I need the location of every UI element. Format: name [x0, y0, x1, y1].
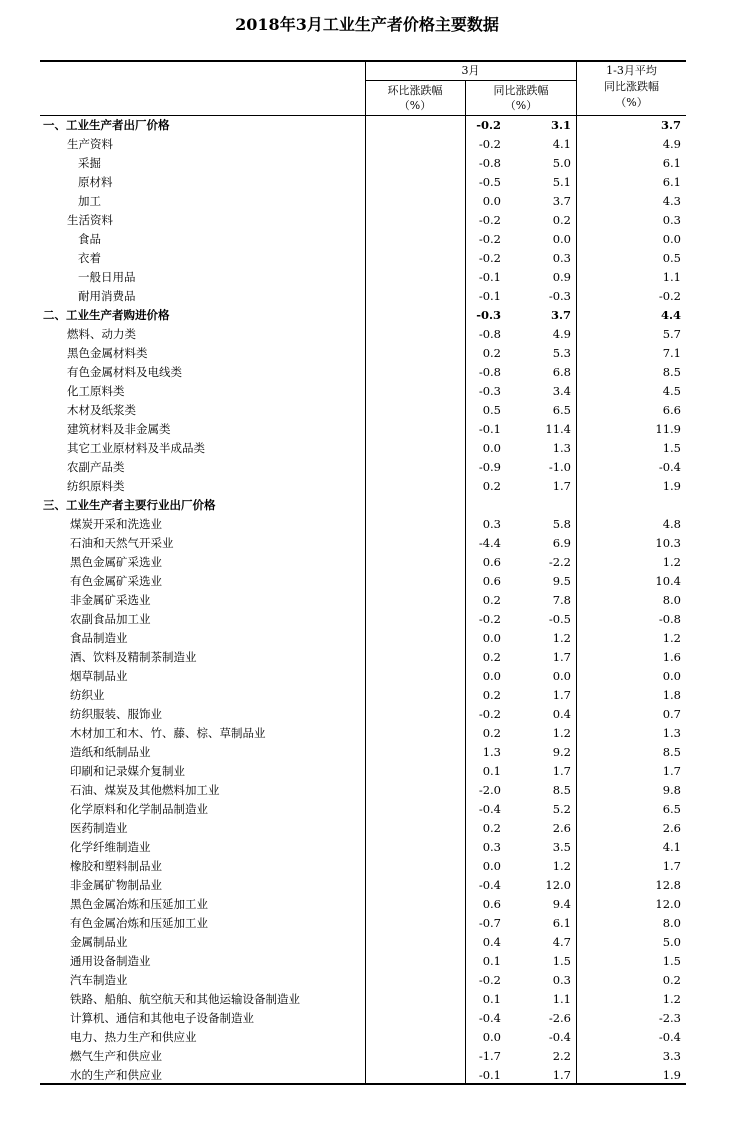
cell-mom: -0.1: [478, 270, 501, 284]
row-label: 农副产品类: [67, 460, 125, 474]
cell-avg: 0.7: [662, 707, 681, 721]
cell-yoy: 5.1: [552, 175, 571, 189]
row-label: 纺织业: [70, 688, 105, 702]
cell-yoy: 8.5: [552, 783, 571, 797]
table-row: [40, 306, 686, 325]
table-row: [40, 211, 686, 230]
cell-mom: 0.0: [482, 669, 501, 683]
table-row: [40, 135, 686, 154]
cell-avg: 0.2: [662, 973, 681, 987]
header-group-march: 3月: [461, 64, 480, 77]
row-label: 农副食品加工业: [70, 612, 151, 626]
table-row: [40, 762, 686, 781]
cell-yoy: 3.7: [550, 308, 571, 322]
cell-avg: 12.8: [655, 878, 681, 892]
cell-mom: -0.2: [478, 612, 501, 626]
cell-yoy: 5.3: [552, 346, 571, 360]
cell-avg: 1.2: [662, 555, 681, 569]
cell-mom: -0.3: [476, 308, 501, 322]
cell-yoy: 0.3: [552, 973, 571, 987]
row-label: 金属制品业: [70, 935, 128, 949]
cell-avg: 10.4: [655, 574, 681, 588]
table-row: [40, 230, 686, 249]
cell-avg: 1.9: [662, 479, 681, 493]
table-row: [40, 933, 686, 952]
cell-mom: 0.2: [482, 726, 501, 740]
cell-avg: 11.9: [655, 422, 681, 436]
cell-mom: 0.6: [482, 555, 501, 569]
cell-yoy: -1.0: [548, 460, 571, 474]
cell-yoy: 1.2: [552, 726, 571, 740]
cell-mom: -0.4: [478, 1011, 501, 1025]
cell-avg: 1.7: [662, 764, 681, 778]
cell-avg: 9.8: [662, 783, 681, 797]
row-label: 加工: [78, 194, 101, 208]
cell-mom: -0.5: [478, 175, 501, 189]
table-row: [40, 876, 686, 895]
cell-yoy: 5.2: [552, 802, 571, 816]
row-label: 石油、煤炭及其他燃料加工业: [70, 783, 220, 797]
cell-avg: -0.4: [658, 460, 681, 474]
row-label: 造纸和纸制品业: [70, 745, 151, 759]
cell-mom: 0.1: [482, 992, 501, 1006]
cell-avg: 12.0: [655, 897, 681, 911]
cell-avg: 1.9: [662, 1068, 681, 1082]
table-row: [40, 610, 686, 629]
header-col-mom: 环比涨跌幅: [387, 84, 443, 97]
cell-avg: 6.1: [662, 175, 681, 189]
row-label: 原材料: [78, 175, 113, 189]
cell-mom: -0.8: [478, 365, 501, 379]
table-row: [40, 515, 686, 534]
table-row: [40, 895, 686, 914]
row-label: 汽车制造业: [70, 973, 128, 987]
cell-avg: 4.4: [660, 308, 681, 322]
cell-mom: -0.1: [478, 289, 501, 303]
cell-yoy: 6.9: [552, 536, 571, 550]
cell-avg: 1.6: [662, 650, 681, 664]
cell-avg: 0.3: [662, 213, 681, 227]
table-row: [40, 154, 686, 173]
row-label: 通用设备制造业: [70, 954, 151, 968]
cell-avg: 4.1: [662, 840, 681, 854]
row-label: 医药制造业: [70, 821, 128, 835]
cell-mom: -1.7: [478, 1049, 501, 1063]
cell-yoy: 4.1: [552, 137, 571, 151]
cell-yoy: -0.3: [548, 289, 571, 303]
cell-yoy: -2.6: [548, 1011, 571, 1025]
cell-mom: 0.0: [482, 194, 501, 208]
header-col-avg-unit: （%）: [615, 96, 648, 109]
table-top-rule: [40, 60, 686, 62]
cell-yoy: 1.7: [552, 1068, 571, 1082]
cell-yoy: 3.1: [550, 118, 571, 132]
table-row: [40, 667, 686, 686]
cell-avg: 6.1: [662, 156, 681, 170]
cell-avg: 7.1: [662, 346, 681, 360]
cell-yoy: 1.1: [552, 992, 571, 1006]
cell-mom: 0.0: [482, 859, 501, 873]
row-label: 化学原料和化学制品制造业: [70, 802, 208, 816]
cell-mom: 0.3: [482, 840, 501, 854]
cell-avg: -0.8: [658, 612, 681, 626]
cell-mom: -0.1: [478, 1068, 501, 1082]
header-col-mom-unit: （%）: [398, 99, 432, 112]
table-row: [40, 268, 686, 287]
cell-mom: -4.4: [478, 536, 501, 550]
cell-avg: 1.2: [662, 992, 681, 1006]
table-row: [40, 572, 686, 591]
cell-yoy: 3.4: [552, 384, 571, 398]
cell-avg: 5.7: [662, 327, 681, 341]
row-label: 煤炭开采和洗选业: [70, 517, 162, 531]
row-label: 非金属矿采选业: [70, 593, 151, 607]
cell-mom: 1.3: [482, 745, 501, 759]
cell-mom: -0.2: [478, 707, 501, 721]
cell-yoy: 6.8: [552, 365, 571, 379]
cell-mom: -0.2: [478, 137, 501, 151]
row-label: 三、工业生产者主要行业出厂价格: [43, 498, 216, 512]
table-row: [40, 496, 686, 515]
cell-mom: -0.2: [476, 118, 501, 132]
cell-mom: 0.3: [482, 517, 501, 531]
cell-avg: 8.5: [662, 745, 681, 759]
row-label: 电力、热力生产和供应业: [70, 1030, 197, 1044]
row-label: 衣着: [78, 251, 101, 265]
cell-mom: 0.0: [482, 1030, 501, 1044]
cell-yoy: -0.5: [548, 612, 571, 626]
table-row: [40, 952, 686, 971]
cell-mom: -0.2: [478, 213, 501, 227]
cell-yoy: 6.1: [552, 916, 571, 930]
table-row: [40, 363, 686, 382]
header-col-avg-line2: 同比涨跌幅: [604, 80, 659, 93]
cell-yoy: 11.4: [545, 422, 571, 436]
table-row: [40, 458, 686, 477]
table-row: [40, 1066, 686, 1085]
cell-mom: 0.6: [482, 574, 501, 588]
cell-yoy: -0.4: [548, 1030, 571, 1044]
header-col-yoy-unit: （%）: [504, 99, 538, 112]
table-row: [40, 838, 686, 857]
cell-mom: 0.2: [482, 650, 501, 664]
table-row: [40, 401, 686, 420]
table-row: [40, 325, 686, 344]
table-row: [40, 382, 686, 401]
header-group-rule: [365, 80, 576, 81]
header-col-yoy: 同比涨跌幅: [493, 84, 549, 97]
cell-mom: -0.9: [478, 460, 501, 474]
cell-avg: 8.0: [662, 593, 681, 607]
table-row: [40, 249, 686, 268]
row-label: 采掘: [78, 156, 101, 170]
cell-avg: 0.0: [662, 232, 681, 246]
cell-avg: 1.1: [662, 270, 681, 284]
cell-mom: -0.8: [478, 156, 501, 170]
table-row: [40, 705, 686, 724]
cell-yoy: 6.5: [552, 403, 571, 417]
cell-yoy: -2.2: [548, 555, 571, 569]
cell-avg: 10.3: [655, 536, 681, 550]
cell-avg: 3.7: [660, 118, 681, 132]
table-row: [40, 344, 686, 363]
cell-yoy: 1.5: [552, 954, 571, 968]
cell-mom: 0.2: [482, 479, 501, 493]
cell-mom: 0.0: [482, 631, 501, 645]
cell-mom: 0.6: [482, 897, 501, 911]
row-label: 食品: [78, 232, 101, 246]
cell-avg: 4.3: [662, 194, 681, 208]
cell-yoy: 1.7: [552, 650, 571, 664]
table-row: [40, 591, 686, 610]
cell-avg: -0.2: [658, 289, 681, 303]
cell-avg: 0.5: [662, 251, 681, 265]
row-label: 橡胶和塑料制品业: [70, 859, 162, 873]
row-label: 黑色金属材料类: [67, 346, 148, 360]
row-label: 燃气生产和供应业: [70, 1049, 162, 1063]
cell-avg: 1.8: [662, 688, 681, 702]
cell-mom: -0.2: [478, 251, 501, 265]
cell-yoy: 0.4: [552, 707, 571, 721]
cell-yoy: 1.7: [552, 479, 571, 493]
table-row: [40, 648, 686, 667]
row-label: 计算机、通信和其他电子设备制造业: [70, 1011, 254, 1025]
cell-mom: -0.4: [478, 878, 501, 892]
table-row: [40, 420, 686, 439]
row-label: 黑色金属冶炼和压延加工业: [70, 897, 208, 911]
row-label: 一、工业生产者出厂价格: [43, 118, 170, 132]
cell-avg: 3.3: [662, 1049, 681, 1063]
cell-mom: -0.1: [478, 422, 501, 436]
cell-yoy: 0.9: [552, 270, 571, 284]
table-row: [40, 553, 686, 572]
cell-yoy: 0.0: [552, 669, 571, 683]
cell-avg: 4.5: [662, 384, 681, 398]
row-label: 燃料、动力类: [67, 327, 136, 341]
row-label: 有色金属矿采选业: [70, 574, 162, 588]
table-row: [40, 192, 686, 211]
cell-avg: 6.6: [662, 403, 681, 417]
cell-mom: -0.2: [478, 232, 501, 246]
table-row: [40, 990, 686, 1009]
cell-mom: -0.2: [478, 973, 501, 987]
cell-yoy: 3.7: [552, 194, 571, 208]
row-label: 生活资料: [67, 213, 113, 227]
cell-mom: -0.3: [478, 384, 501, 398]
page-title: 2018年3月工业生产者价格主要数据: [235, 15, 499, 34]
row-label: 木材及纸浆类: [67, 403, 136, 417]
table-row: [40, 857, 686, 876]
cell-mom: 0.1: [482, 954, 501, 968]
cell-avg: 4.9: [662, 137, 681, 151]
header-col-avg-line1: 1-3月平均: [606, 64, 657, 77]
cell-avg: 1.3: [662, 726, 681, 740]
row-label: 印刷和记录媒介复制业: [70, 764, 185, 778]
cell-avg: 1.7: [662, 859, 681, 873]
cell-mom: 0.1: [482, 764, 501, 778]
cell-avg: 2.6: [662, 821, 681, 835]
cell-mom: -0.8: [478, 327, 501, 341]
cell-mom: 0.0: [482, 441, 501, 455]
cell-mom: 0.4: [482, 935, 501, 949]
cell-yoy: 2.6: [552, 821, 571, 835]
table-body: [40, 116, 686, 1085]
cell-avg: -2.3: [658, 1011, 681, 1025]
row-label: 食品制造业: [70, 631, 128, 645]
cell-yoy: 0.2: [552, 213, 571, 227]
row-label: 一般日用品: [78, 270, 136, 284]
row-label: 纺织原料类: [67, 479, 125, 493]
table-row: [40, 1028, 686, 1047]
cell-avg: 8.0: [662, 916, 681, 930]
table-row: [40, 914, 686, 933]
row-label: 化工原料类: [67, 384, 125, 398]
table-row: [40, 477, 686, 496]
row-label: 二、工业生产者购进价格: [43, 308, 170, 322]
cell-yoy: 7.8: [552, 593, 571, 607]
row-label: 木材加工和木、竹、藤、棕、草制品业: [70, 726, 266, 740]
row-label: 建筑材料及非金属类: [67, 422, 171, 436]
row-label: 化学纤维制造业: [70, 840, 151, 854]
cell-mom: 0.2: [482, 346, 501, 360]
table-row: [40, 743, 686, 762]
row-label: 烟草制品业: [70, 669, 128, 683]
row-label: 有色金属冶炼和压延加工业: [70, 916, 208, 930]
row-label: 石油和天然气开采业: [70, 536, 174, 550]
table-row: [40, 781, 686, 800]
table-row: [40, 287, 686, 306]
cell-mom: -0.7: [478, 916, 501, 930]
row-label: 生产资料: [67, 137, 113, 151]
cell-mom: 0.2: [482, 821, 501, 835]
table-row: [40, 800, 686, 819]
cell-yoy: 5.8: [552, 517, 571, 531]
table-row: [40, 534, 686, 553]
cell-avg: 1.5: [662, 441, 681, 455]
cell-mom: 0.2: [482, 688, 501, 702]
row-label: 纺织服装、服饰业: [70, 707, 162, 721]
cell-yoy: 1.2: [552, 631, 571, 645]
cell-yoy: 4.7: [552, 935, 571, 949]
cell-yoy: 12.0: [545, 878, 571, 892]
cell-yoy: 9.2: [552, 745, 571, 759]
cell-yoy: 1.3: [552, 441, 571, 455]
table-row: [40, 1009, 686, 1028]
cell-avg: 1.5: [662, 954, 681, 968]
table-row: [40, 173, 686, 192]
cell-mom: -0.4: [478, 802, 501, 816]
cell-yoy: 5.0: [552, 156, 571, 170]
table-row: [40, 819, 686, 838]
cell-avg: 0.0: [662, 669, 681, 683]
table-row: [40, 724, 686, 743]
cell-yoy: 1.7: [552, 688, 571, 702]
cell-yoy: 2.2: [552, 1049, 571, 1063]
cell-yoy: 1.7: [552, 764, 571, 778]
table-row: [40, 629, 686, 648]
cell-mom: -2.0: [478, 783, 501, 797]
table-row: [40, 116, 686, 135]
row-label: 酒、饮料及精制茶制造业: [70, 650, 197, 664]
cell-yoy: 9.4: [552, 897, 571, 911]
table-row: [40, 439, 686, 458]
cell-avg: 6.5: [662, 802, 681, 816]
row-label: 黑色金属矿采选业: [70, 555, 162, 569]
cell-avg: 4.8: [662, 517, 681, 531]
table-row: [40, 1047, 686, 1066]
cell-yoy: 9.5: [552, 574, 571, 588]
cell-mom: 0.5: [482, 403, 501, 417]
row-label: 铁路、船舶、航空航天和其他运输设备制造业: [70, 992, 300, 1006]
cell-avg: 1.2: [662, 631, 681, 645]
cell-avg: 8.5: [662, 365, 681, 379]
cell-avg: 5.0: [662, 935, 681, 949]
cell-yoy: 1.2: [552, 859, 571, 873]
cell-yoy: 0.3: [552, 251, 571, 265]
row-label: 水的生产和供应业: [70, 1068, 162, 1082]
cell-yoy: 3.5: [552, 840, 571, 854]
row-label: 有色金属材料及电线类: [67, 365, 182, 379]
table-row: [40, 971, 686, 990]
cell-mom: 0.2: [482, 593, 501, 607]
cell-avg: -0.4: [658, 1030, 681, 1044]
row-label: 耐用消费品: [78, 289, 136, 303]
table-row: [40, 686, 686, 705]
cell-yoy: 4.9: [552, 327, 571, 341]
row-label: 非金属矿物制品业: [70, 878, 162, 892]
row-label: 其它工业原材料及半成品类: [67, 441, 205, 455]
cell-yoy: 0.0: [552, 232, 571, 246]
